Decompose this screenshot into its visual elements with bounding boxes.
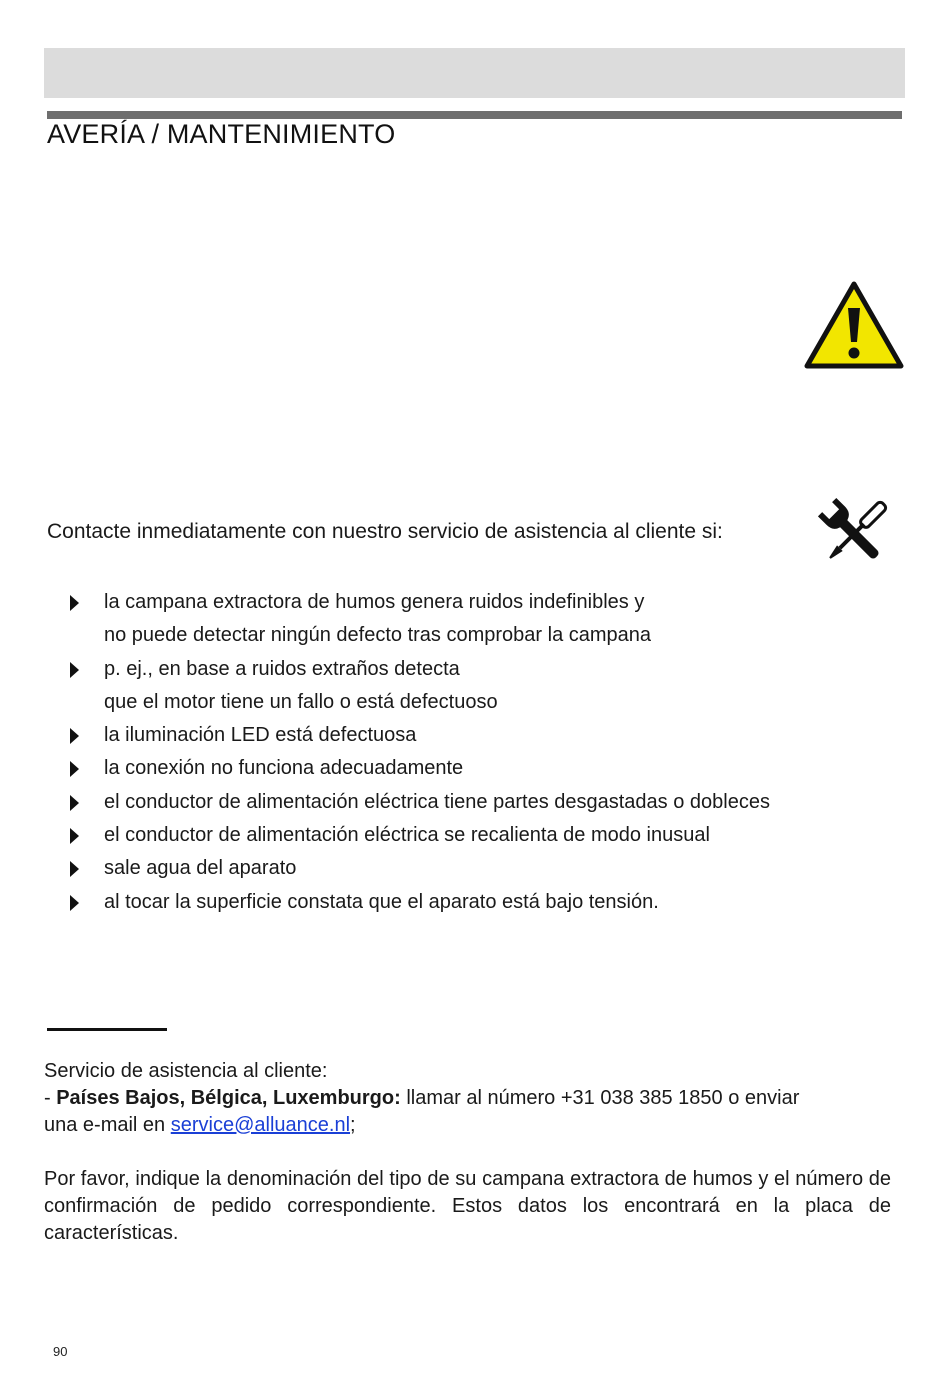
service-contact xyxy=(44,1085,891,1139)
footnote-rule xyxy=(47,1028,167,1031)
triangle-bullet-icon xyxy=(70,595,79,611)
service-region: Países Bajos, Bélgica, Luxemburgo: xyxy=(56,1087,401,1109)
list-item-text: el conductor de alimentación eléctrica se recalienta de modo inusual xyxy=(104,824,710,847)
list-item xyxy=(66,819,886,852)
service-email-prefix: una e-mail en xyxy=(44,1114,171,1136)
service-note: Por favor, indique la denominación del tipo de su campana extractora de humos y el número de confirmación de pedido correspondiente. Estos datos los encontrará en la placa de características. xyxy=(44,1168,891,1244)
header-rule xyxy=(47,111,902,119)
triangle-bullet-icon xyxy=(70,895,79,911)
service-block xyxy=(44,1058,891,1247)
triangle-bullet-icon xyxy=(70,828,79,844)
list-item xyxy=(66,719,886,752)
service-email-suffix: ; xyxy=(350,1114,356,1136)
list-item-text: que el motor tiene un fallo o está defectuoso xyxy=(104,690,498,713)
service-phone: llamar al número +31 038 385 1850 o enviar xyxy=(400,1087,800,1109)
list-item xyxy=(66,786,886,819)
list-item-text: sale agua del aparato xyxy=(104,857,297,880)
list-item xyxy=(66,653,886,720)
warning-triangle-icon xyxy=(804,280,904,370)
service-heading: Servicio de asistencia al cliente: xyxy=(44,1060,328,1082)
list-item-text: la campana extractora de humos genera ruidos indefinibles y xyxy=(104,591,645,613)
list-item xyxy=(66,586,886,653)
page-number: 90 xyxy=(53,1344,68,1359)
list-item-text: al tocar la superficie constata que el aparato está bajo tensión. xyxy=(104,890,659,913)
triangle-bullet-icon xyxy=(70,662,79,678)
triangle-bullet-icon xyxy=(70,861,79,877)
list-item xyxy=(66,752,886,785)
list-item xyxy=(66,852,886,885)
issue-list xyxy=(66,586,886,919)
page-title: AVERÍA / MANTENIMIENTO xyxy=(47,119,396,149)
list-item-text: no puede detectar ningún defecto tras comprobar la campana xyxy=(104,624,652,647)
screwdriver-wrench-icon xyxy=(814,494,894,574)
triangle-bullet-icon xyxy=(70,728,79,744)
header-bar xyxy=(44,48,905,98)
service-email-line xyxy=(44,1112,891,1139)
service-email-link[interactable]: service@alluance.nl xyxy=(170,1114,351,1136)
list-item-text: la conexión no funciona adecuadamente xyxy=(104,757,464,780)
list-item-text: la iluminación LED está defectuosa xyxy=(104,724,417,747)
list-item-text: el conductor de alimentación eléctrica tiene partes desgastadas o dobleces xyxy=(104,790,770,813)
service-dash: - xyxy=(44,1087,57,1109)
intro-text: Contacte inmediatamente con nuestro servicio de asistencia al cliente si: xyxy=(47,520,723,543)
triangle-bullet-icon xyxy=(70,795,79,811)
list-item xyxy=(66,886,886,919)
triangle-bullet-icon xyxy=(70,761,79,777)
list-item-text: p. ej., en base a ruidos extraños detecta xyxy=(104,657,460,680)
